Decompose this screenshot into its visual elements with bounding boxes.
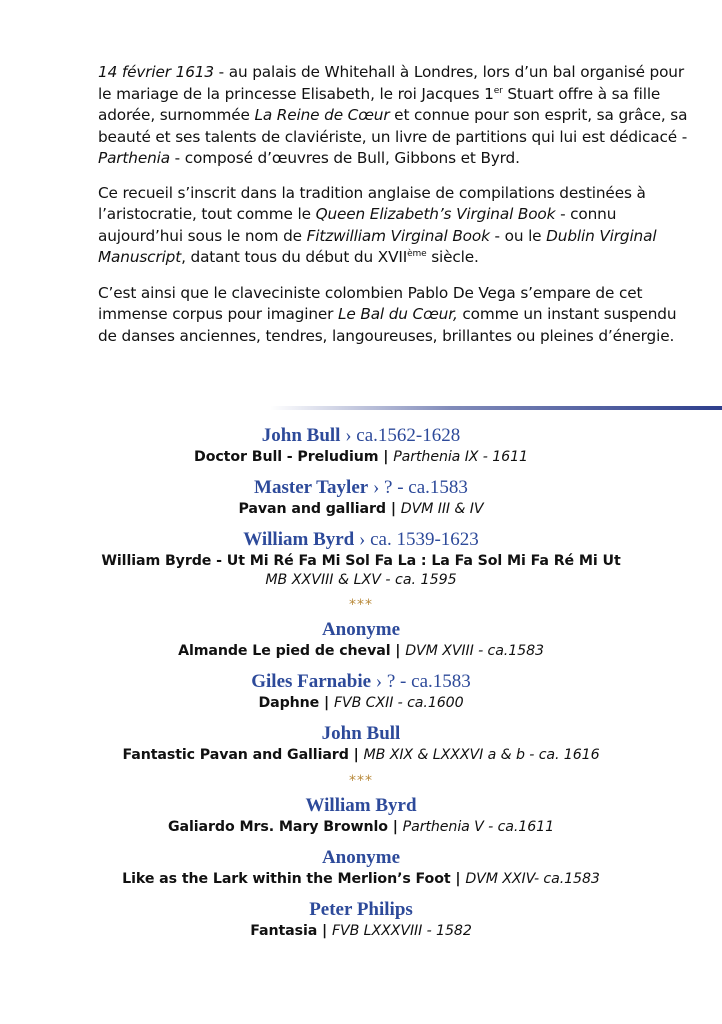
separator-stars: *** [349,773,373,789]
composer-name: Anonyme [321,847,401,868]
intro-text [98,62,688,361]
work-source: MB XIX & LXXXVI a & b - ca. 1616 [363,747,600,763]
divider-rule [270,406,722,410]
composer-dates: › ? - ca.1583 [368,477,468,498]
intro-paragraph-2: Ce recueil s’inscrit dans la tradition anglaise de compilations destinées à l’aristocratie, tout comme le Queen Elizabeth’s Virginal Book - connu aujourd’hui sous le nom de Fitzwilliam Virginal Book - ou le Dublin Virginal Manuscript, datant tous du début du XVIIème siècle. [98,183,657,266]
program-entry [0,618,722,661]
composer-dates: › ? - ca.1583 [371,671,471,692]
work-title: Like as the Lark within the Merlion’s Foot | [122,871,466,887]
intro-paragraph-3: C’est ainsi que le claveciniste colombien Pablo De Vega s’empare de cet immense corpus pour imaginer Le Bal du Cœur, comme un instant suspendu de danses anciennes, tendres, langoureuses, brillantes ou pleines d’énergie. [98,283,677,345]
work-title: Pavan and galliard | [238,501,401,517]
work-source: FVB CXII - ca.1600 [333,695,464,711]
program-entry [0,794,722,837]
composer-dates: › ca.1562-1628 [340,425,461,446]
work-title: Daphne | [258,695,334,711]
work-source: DVM XVIII - ca.1583 [405,643,544,659]
composer-name: John Bull [321,723,401,744]
work-source: DVM XXIV- ca.1583 [465,871,600,887]
composer-dates: › ca. 1539-1623 [354,529,479,550]
work-source: MB XXVIII & LXV - ca. 1595 [265,572,457,588]
work-title: Almande Le pied de cheval | [178,643,406,659]
composer-name: William Byrd [305,795,417,816]
event-date: 14 février 1613 [98,63,214,81]
work-title: Doctor Bull - Preludium | [194,449,394,465]
program-entry [0,528,722,589]
composer-name: Anonyme [321,619,401,640]
program-entry [0,424,722,467]
composer-name: William Byrd [243,529,355,550]
work-title: Galiardo Mrs. Mary Brownlo | [167,819,403,835]
work-source: FVB LXXXVIII - 1582 [331,923,472,939]
intro-paragraph-1: 14 février 1613 - au palais de Whitehall à Londres, lors d’un bal organisé pour le mariage de la princesse Elisabeth, le roi Jacques 1er Stuart offre à sa fille adorée, surnommée La Reine de Cœur et connue pour son esprit, sa grâce, sa beauté et ses talents de claviériste, un livre de partitions qui lui est dédicacé - Parthenia - composé d’œuvres de Bull, Gibbons et Byrd. [98,63,688,167]
program-entry [0,670,722,713]
composer-name: Peter Philips [309,899,413,920]
work-title: William Byrde - Ut Mi Ré Fa Mi Sol Fa La : La Fa Sol Mi Fa Ré Mi Ut [101,553,621,569]
composer-name: Giles Farnabie [251,671,372,692]
program-entry [0,476,722,519]
work-title: Fantastic Pavan and Galliard | [122,747,364,763]
composer-name: Master Tayler [254,477,369,498]
program-list [0,424,722,950]
separator-stars: *** [349,597,373,613]
program-entry [0,846,722,889]
program-entry [0,722,722,765]
composer-name: John Bull [261,425,341,446]
work-source: DVM III & IV [400,501,484,517]
program-entry [0,898,722,941]
work-source: Parthenia V - ca.1611 [402,819,555,835]
work-title: Fantasia | [250,923,332,939]
work-source: Parthenia IX - 1611 [393,449,528,465]
